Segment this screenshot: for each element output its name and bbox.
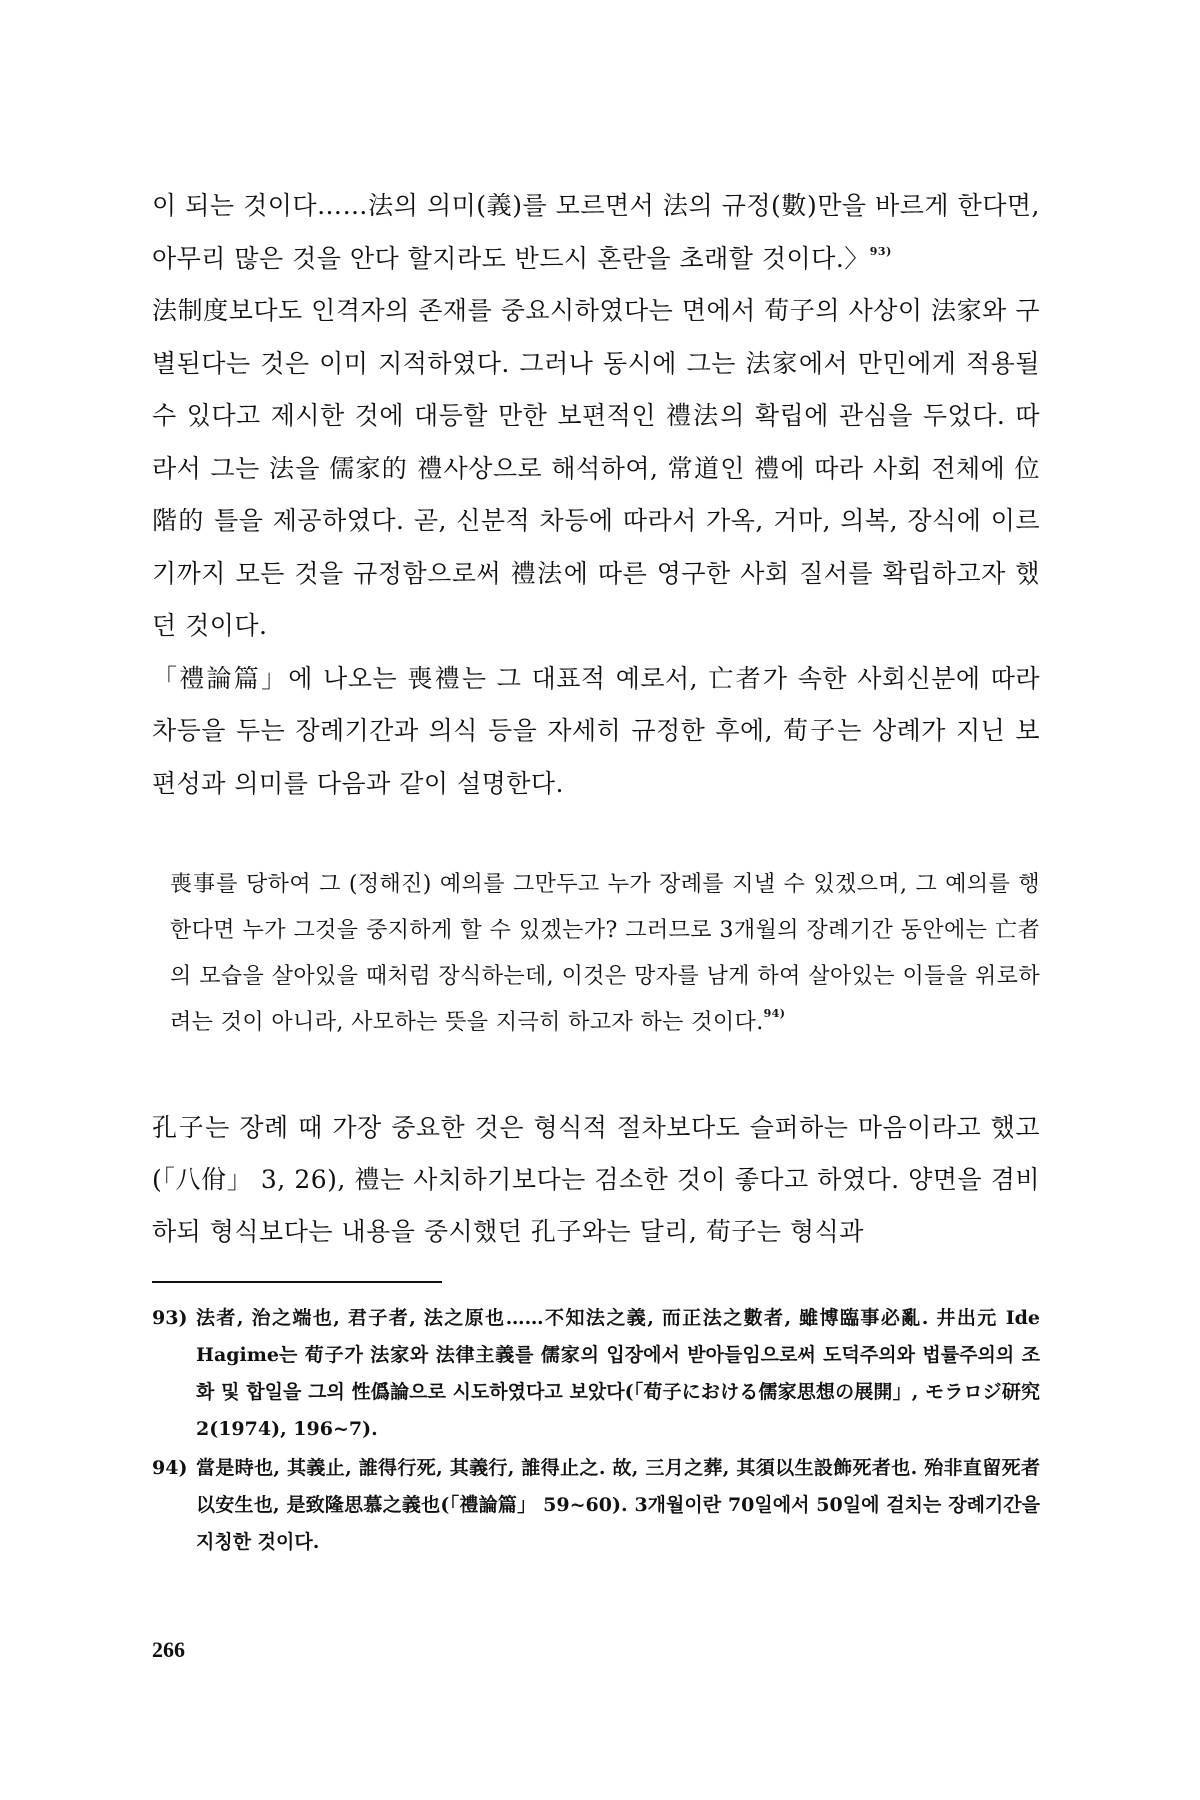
footnote-93 [152,1300,1040,1448]
footnote-text: 法者, 治之端也, 君子者, 法之原也……不知法之義, 而正法之數者, 雖博臨事必亂. 井出元 Ide Hagime는 荀子가 法家와 法律主義를 儒家의 입장에서 받아들임으로써 도덕주의와 법률주의의 조화 및 합일을 그의 性僞論으로 시도하였다고 보았다(「荀子における儒家思想の展開」, モラロジ研究 2(1974), 196~7). [196,1307,1040,1440]
footnote-number: 93) [152,1307,188,1329]
footnote-text: 當是時也, 其義止, 誰得行死, 其義行, 誰得止之. 故, 三月之葬, 其須以生設飾死者也. 殆非直留死者以安生也, 是致隆思慕之義也(「禮論篇」 59~60). 3개월이란 70일에서 50일에 걸치는 장례기간을 지칭한 것이다. [196,1457,1040,1553]
paragraph-2: 法制度보다도 인격자의 존재를 중요시하였다는 면에서 荀子의 사상이 法家와 구별된다는 것은 이미 지적하였다. 그러나 동시에 그는 法家에서 만민에게 적용될 수 있다고 제시한 것에 대등할 만한 보편적인 禮法의 확립에 관심을 두었다. 따라서 그는 法을 儒家的 禮사상으로 해석하여, 常道인 禮에 따라 사회 전체에 位階的 틀을 제공하였다. 곧, 신분적 차등에 따라서 가옥, 거마, 의복, 장식에 이르기까지 모든 것을 규정함으로써 禮法에 따른 영구한 사회 질서를 확립하고자 했던 것이다. [152,296,1040,640]
footnote-ref-93: 93) [869,244,892,258]
page-number: 266 [152,1637,185,1662]
main-text [152,180,1040,810]
block-quote [152,862,1040,1046]
paragraph-3: 「禮論篇」에 나오는 喪禮는 그 대표적 예로서, 亡者가 속한 사회신분에 따라 차등을 두는 장례기간과 의식 등을 자세히 규정한 후에, 荀子는 상례가 지닌 보편성과 의미를 다음과 같이 설명한다. [152,663,1040,798]
block-quote-paragraph [170,862,1040,1046]
footnote-ref-94: 94) [763,1007,786,1020]
continuation-text [152,1102,1040,1258]
footnote-divider [152,1281,442,1283]
page-body [152,180,1040,1258]
paragraph-1-text: 이 되는 것이다……法의 의미(義)를 모르면서 法의 규정(數)만을 바르게 한다면, 아무리 많은 것을 안다 할지라도 반드시 혼란을 초래할 것이다.〉 [152,191,1040,273]
footnote-94 [152,1450,1040,1561]
block-quote-text: 喪事를 당하여 그 (정해진) 예의를 그만두고 누가 장례를 지낼 수 있겠으며, 그 예의를 행한다면 누가 그것을 중지하게 할 수 있겠는가? 그러므로 3개월의 장례기간 동안에는 亡者의 모습을 살아있을 때처럼 장식하는데, 이것은 망자를 남게 하여 살아있는 이들을 위로하려는 것이 아니라, 사모하는 뜻을 지극히 하고자 하는 것이다. [170,872,1040,1035]
paragraph-1 [152,180,1040,285]
footnote-number: 94) [152,1457,188,1479]
footnotes [152,1300,1040,1563]
paragraph-4: 孔子는 장례 때 가장 중요한 것은 형식적 절차보다도 슬퍼하는 마음이라고 했고(「八佾」 3, 26), 禮는 사치하기보다는 검소한 것이 좋다고 하였다. 양면을 겸비하되 형식보다는 내용을 중시했던 孔子와는 달리, 荀子는 형식과 [152,1113,1040,1246]
